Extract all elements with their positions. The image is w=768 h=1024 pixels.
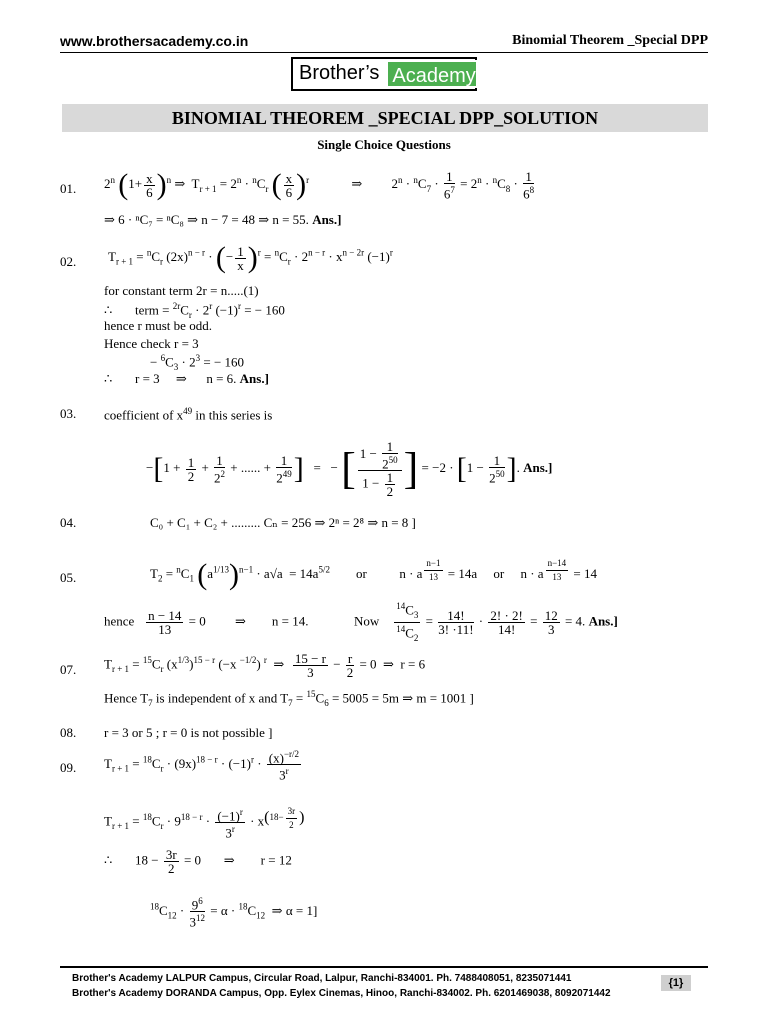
answer-label: Ans.] xyxy=(312,212,342,227)
q05-equation-line2: hence $\frac{n - 14}{13}$ = 0 ⇒ n = 14. Now $\frac{^{14}C_3}{^{14}C_2}$ = $\frac{14!}{3! \cdot 11!}$ · $\frac{2! \cdot 2!}{14!}$ = $\frac{12}{3}$ = 4. Ans.] xyxy=(104,601,618,643)
q07-text-b: is independent of x and T xyxy=(152,690,289,706)
q02-text-line2: for constant term 2r = n.....(1) xyxy=(104,283,259,298)
q05-equation-line1: $T_2 = ^nC_1$ $(a^{1/13})^{n-1} \cdot a√a = 14a^{5/2}$ or n · a $^{\frac{n-1}{13}}$ = 14a or n · a $^{\frac{n-14}{13}}$ = 14 xyxy=(150,557,597,591)
q09-equation-line3: ∴ 18 − $\frac{3r}{2}$ = 0 ⇒ r = 12 xyxy=(104,847,292,876)
q07-equation-line1: $T_{r + 1} = ^{15}C_r$ $(x^{1/3})^{15 - r}$ (−x $^{-1/2}$) $^r$ ⇒ $\frac{15 - r}{3}$ − $\frac{r}{2}$ = 0 ⇒ r = 6 xyxy=(104,651,426,680)
footer-address-lalpur: Brother's Academy LALPUR Campus, Circular Road, Lalpur, Ranchi-834001. Ph. 7488408051, 8235071441 xyxy=(72,973,572,984)
question-number: 01. xyxy=(60,181,77,196)
page-title: BINOMIAL THEOREM _SPECIAL DPP_SOLUTION xyxy=(62,104,708,132)
q09-equation-line2: $T_{r + 1} = ^{18}C_r \cdot 9^{18 - r}$ · $\frac{(-1)^r}{3^r}$ · $x^{(18- \frac{3r}{2} )}$ xyxy=(104,805,305,841)
answer-label: Ans.] xyxy=(588,613,618,629)
q05-hence: hence xyxy=(104,613,135,629)
question-number: 04. xyxy=(60,515,77,530)
q07-text-line2: Hence $T_7$ is independent of x and $T_7 = ^{15}C_6 = 5005 = 5m$ ⇒ m = 1001 ] xyxy=(104,689,474,708)
q03-text-line1: coefficient of $x^{49}$ in this series is xyxy=(104,406,273,423)
q02-equation-line3: ∴ term = $^{2r}C_r \cdot 2^r$ $(-1)^r$ = − 160 xyxy=(104,301,285,320)
q07-text-c: = 5005 = 5m ⇒ m = 1001 ] xyxy=(328,690,474,706)
answer-label: Ans.] xyxy=(523,460,553,476)
section-subtitle: Single Choice Questions xyxy=(317,137,451,152)
q02-text-line4: hence r must be odd. xyxy=(104,318,212,333)
header-rule xyxy=(60,52,708,53)
question-number: 03. xyxy=(60,406,77,421)
page-number: {1} xyxy=(661,975,691,991)
q03-text-b: in this series is xyxy=(192,407,273,423)
question-number: 08. xyxy=(60,725,77,740)
q05-or-2: or xyxy=(493,565,505,581)
logo-text-brothers: Brother’s xyxy=(293,59,385,89)
logo-text-academy: Academy xyxy=(386,60,477,88)
q02-equation-line6: − $^6C_3 \cdot 2^3$ = − 160 xyxy=(150,353,245,372)
question-number: 09. xyxy=(60,760,77,775)
q04-equation: C₀ + C₁ + C₂ + ......... Cₙ = 256 ⇒ 2ⁿ = 2⁸ ⇒ n = 8 ] xyxy=(150,515,416,530)
q03-text-a: coefficient of x xyxy=(104,407,184,423)
footer-address-doranda: Brother's Academy DORANDA Campus, Opp. Eylex Cinemas, Hinoo, Ranchi-834002. Ph. 6201469038, 8092071442 xyxy=(72,988,611,999)
q02-equation-line7: ∴ r = 3 ⇒ n = 6. Ans.] xyxy=(104,371,269,386)
q08-text: r = 3 or 5 ; r = 0 is not possible ] xyxy=(104,725,273,740)
answer-label: Ans.] xyxy=(239,371,269,386)
question-number: 07. xyxy=(60,662,77,677)
q03-equation-line2: −[1 + $\frac{1}{2}$ + $\frac{1}{2^2}$ + ...... + $\frac{1}{2^{49}}$ ] = − [ 1 − $\frac{1}{2^{50}}$ 1 − $\frac{1}{2}$ ] = −2 · [1 − $\frac{1}{2^{50}}$ ]. Ans.] xyxy=(146,439,553,500)
document-title: Binomial Theorem _Special DPP xyxy=(512,33,708,48)
q01-equation-line2 xyxy=(104,212,341,228)
q07-text-a: Hence T xyxy=(104,690,149,706)
academy-logo xyxy=(291,57,477,91)
q01-equation-line1: 2$^n$ (1+ $\frac{x}{6}$ )$^n$ ⇒ $T_{r + 1} = 2^n \cdot ^nC_r$ ( $\frac{x}{6}$ )$^r$ ⇒ $2^n \cdot ^nC_7$ · $\frac{1}{6^7}$ = $2^n \cdot ^nC_8$ · $\frac{1}{6^8}$ xyxy=(104,168,535,202)
q05-or-1: or xyxy=(355,565,367,581)
q02-equation-line1: $T_{r + 1} = ^nC_r$ $(2x)^{n - r}$ · (− $\frac{1}{x}$ )$^r = ^nC_r \cdot 2^{n - r} \cdot x^{n - 2r}$ $(-1)^r$ xyxy=(108,241,393,274)
question-number: 02. xyxy=(60,254,77,269)
question-number: 05. xyxy=(60,570,77,585)
footer-rule xyxy=(60,966,708,968)
q02-text-line5: Hence check r = 3 xyxy=(104,336,199,351)
q05-now: Now xyxy=(353,613,380,629)
website-url: www.brothersacademy.co.in xyxy=(60,33,249,49)
q09-equation-line1: $T_{r + 1} = ^{18}C_r \cdot (9x)^{18 - r} \cdot (-1)^r$ · $\frac{(x)^{-r/2}}{3^r}$ xyxy=(104,749,300,783)
q09-equation-line4: $^{18}C_{12}$ · $\frac{9^6}{3^{12}}$ = $\alpha \cdot ^{18}C_{12}$ ⇒ α = 1] xyxy=(150,896,318,930)
q01-result: ⇒ 6 · ⁿC₇ = ⁿC₈ ⇒ n − 7 = 48 ⇒ n = 55. xyxy=(104,212,309,227)
